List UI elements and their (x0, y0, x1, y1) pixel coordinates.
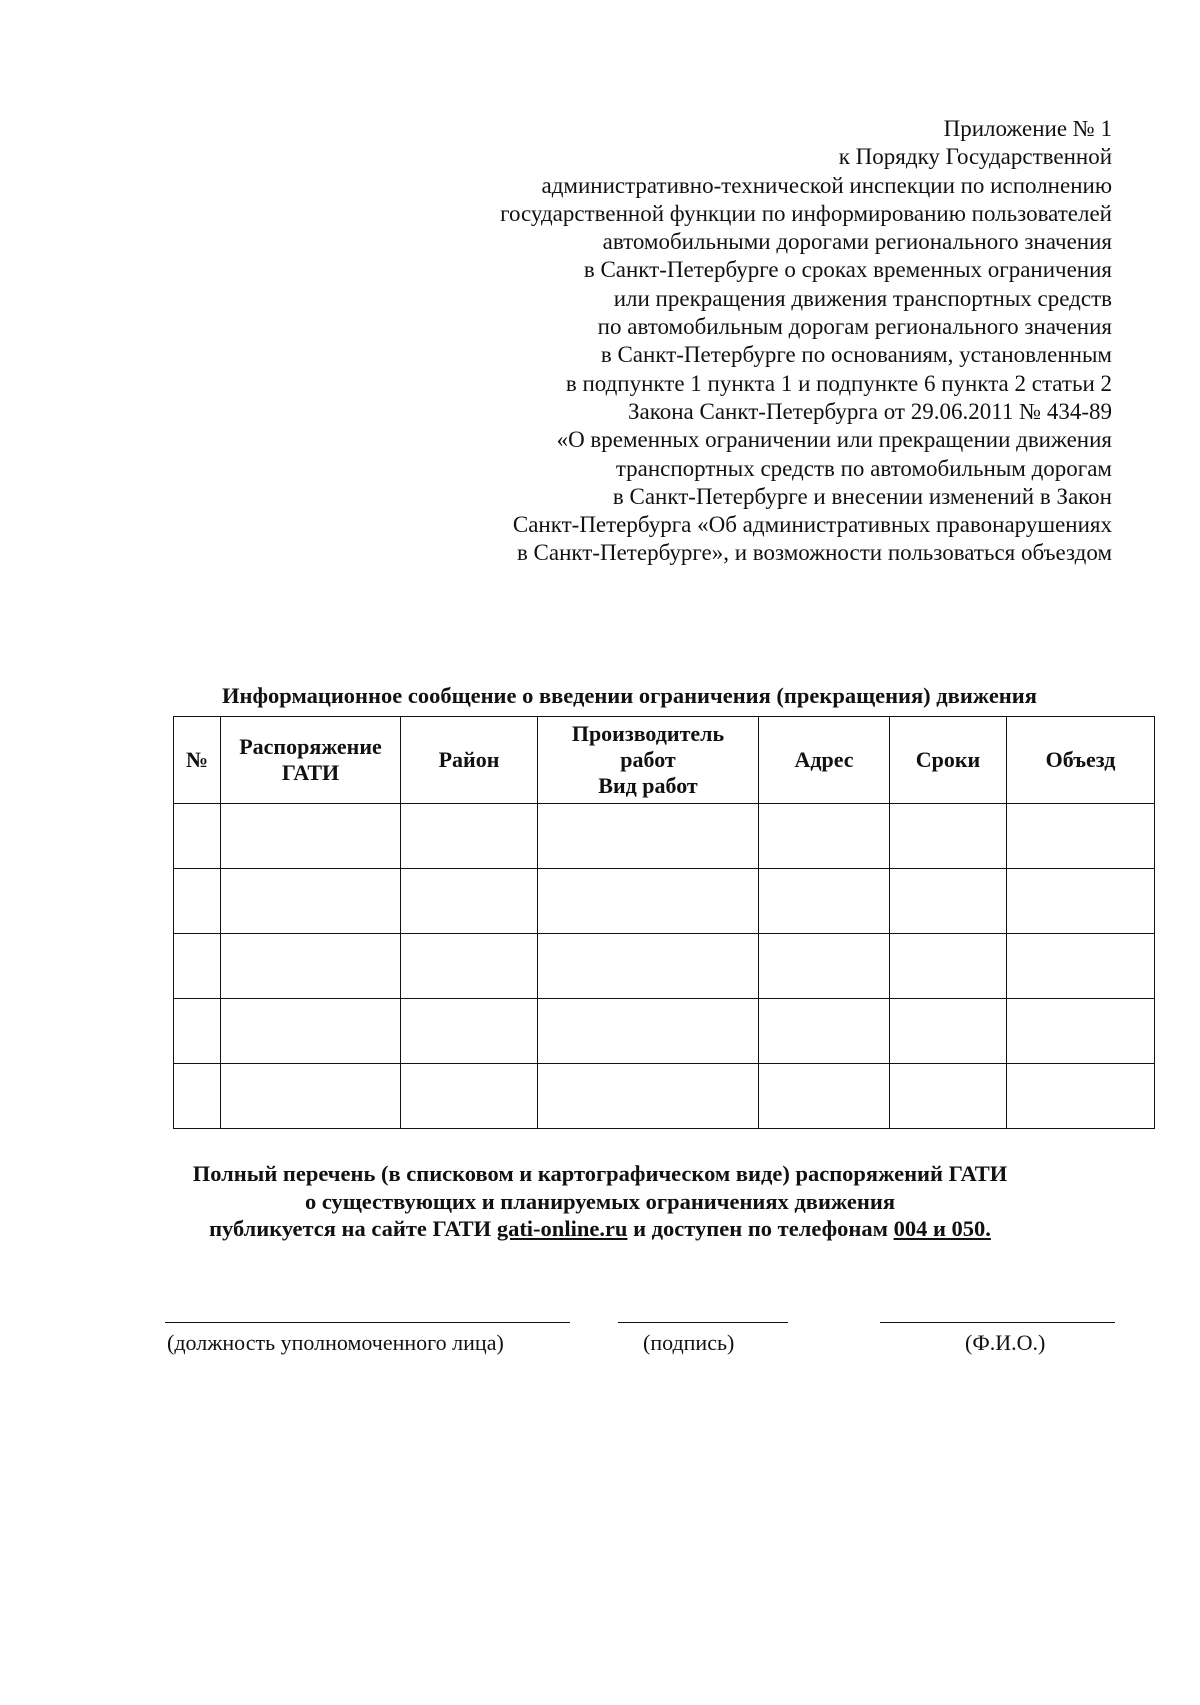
appendix-line: в подпункте 1 пункта 1 и подпункте 6 пункта 2 статьи 2 (565, 370, 1112, 396)
table-cell (221, 934, 401, 999)
table-header-text: Адрес (794, 747, 854, 772)
table-cell (759, 934, 890, 999)
position-signature-line (165, 1322, 570, 1323)
appendix-header (500, 115, 1112, 568)
table-row (174, 804, 1155, 869)
table-header-col-district (401, 717, 538, 804)
appendix-line: административно-технической инспекции по исполнению (541, 172, 1112, 198)
table-header-text: Вид работ (598, 773, 698, 798)
footer-line-3-middle: и доступен по телефонам (627, 1216, 894, 1241)
table-cell (538, 999, 759, 1064)
appendix-line: транспортных средств по автомобильным дорогам (615, 455, 1112, 481)
table-cell (174, 1064, 221, 1129)
table-header-text: работ (620, 747, 676, 772)
table-cell (174, 804, 221, 869)
table-header-text: ГАТИ (281, 760, 340, 785)
table-cell (1007, 869, 1155, 934)
table-cell (890, 869, 1007, 934)
table-cell (401, 869, 538, 934)
signature-label: (подпись) (643, 1330, 735, 1355)
appendix-line: «О временных ограничении или прекращении движения (556, 427, 1112, 453)
table-cell (538, 1064, 759, 1129)
table-header-col-address (759, 717, 890, 804)
info-table (173, 716, 1155, 1129)
table-header-col-contractor (538, 717, 759, 804)
table-header-text: Распоряжение (239, 734, 382, 759)
appendix-line: в Санкт-Петербурге и внесении изменений в Закон (612, 483, 1112, 509)
table-header-col-dates (890, 717, 1007, 804)
table-cell (174, 869, 221, 934)
table-title: Информационное сообщение о введении ограничения (прекращения) движения (222, 683, 1037, 708)
table-cell (759, 869, 890, 934)
appendix-line: государственной функции по информированию пользователей (500, 200, 1112, 226)
footer-line-3 (0, 1215, 1200, 1243)
footer-line-1: Полный перечень (в списковом и картографическом виде) распоряжений ГАТИ (192, 1161, 1008, 1186)
footer-line-2: о существующих и планируемых ограничениях движения (304, 1188, 896, 1214)
name-label: (Ф.И.О.) (965, 1330, 1046, 1355)
appendix-line: к Порядку Государственной (838, 144, 1112, 170)
phone-numbers: 004 и 050. (893, 1216, 991, 1241)
table-cell (221, 1064, 401, 1129)
table-header-text: Объезд (1045, 747, 1116, 772)
table-cell (759, 999, 890, 1064)
table-cell (759, 1064, 890, 1129)
table-header-col-detour (1007, 717, 1155, 804)
name-signature-line (880, 1322, 1115, 1323)
table-cell (538, 934, 759, 999)
table-header-text: Сроки (915, 747, 981, 772)
table-cell (401, 934, 538, 999)
appendix-line: Санкт-Петербурга «Об административных правонарушениях (512, 512, 1112, 538)
table-cell (401, 1064, 538, 1129)
table-cell (174, 999, 221, 1064)
signature-line (618, 1322, 788, 1323)
table-row (174, 1064, 1155, 1129)
table-body (174, 804, 1155, 1129)
table-header-text: № (185, 747, 209, 772)
table-cell (890, 804, 1007, 869)
table-cell (221, 999, 401, 1064)
table-cell (401, 999, 538, 1064)
appendix-line: в Санкт-Петербурге о сроках временных ограничения (583, 257, 1112, 283)
table-header-col-number (174, 717, 221, 804)
appendix-line: Закона Санкт-Петербурга от 29.06.2011 № 434-89 (628, 398, 1112, 424)
table-row (174, 934, 1155, 999)
table-header-text: Район (438, 747, 500, 772)
table-row (174, 869, 1155, 934)
appendix-line: автомобильными дорогами регионального значения (602, 229, 1112, 255)
appendix-line: или прекращения движения транспортных средств (613, 285, 1112, 311)
table-cell (890, 934, 1007, 999)
table-header-row (174, 717, 1155, 804)
table-cell (1007, 999, 1155, 1064)
table-row (174, 999, 1155, 1064)
table-cell (1007, 934, 1155, 999)
site-link[interactable]: gati-online.ru (496, 1216, 628, 1241)
table-cell (538, 869, 759, 934)
table-cell (538, 804, 759, 869)
table-cell (221, 804, 401, 869)
table-header-text: Производитель (571, 721, 725, 746)
appendix-line: в Санкт-Петербурге», и возможности пользоваться объездом (516, 540, 1112, 566)
table-cell (221, 869, 401, 934)
appendix-line: по автомобильным дорогам регионального значения (597, 314, 1112, 340)
table-cell (1007, 804, 1155, 869)
footer-line-3-prefix: публикуется на сайте ГАТИ (209, 1216, 497, 1241)
appendix-line: в Санкт-Петербурге по основаниям, установленным (600, 342, 1112, 368)
table-cell (401, 804, 538, 869)
table-cell (1007, 1064, 1155, 1129)
position-label: (должность уполномоченного лица) (167, 1330, 504, 1355)
table-cell (759, 804, 890, 869)
table-cell (174, 934, 221, 999)
appendix-line: Приложение № 1 (943, 116, 1112, 141)
footer-note (0, 1160, 1200, 1243)
table-header-col-order (221, 717, 401, 804)
table-cell (890, 1064, 1007, 1129)
table-cell (890, 999, 1007, 1064)
